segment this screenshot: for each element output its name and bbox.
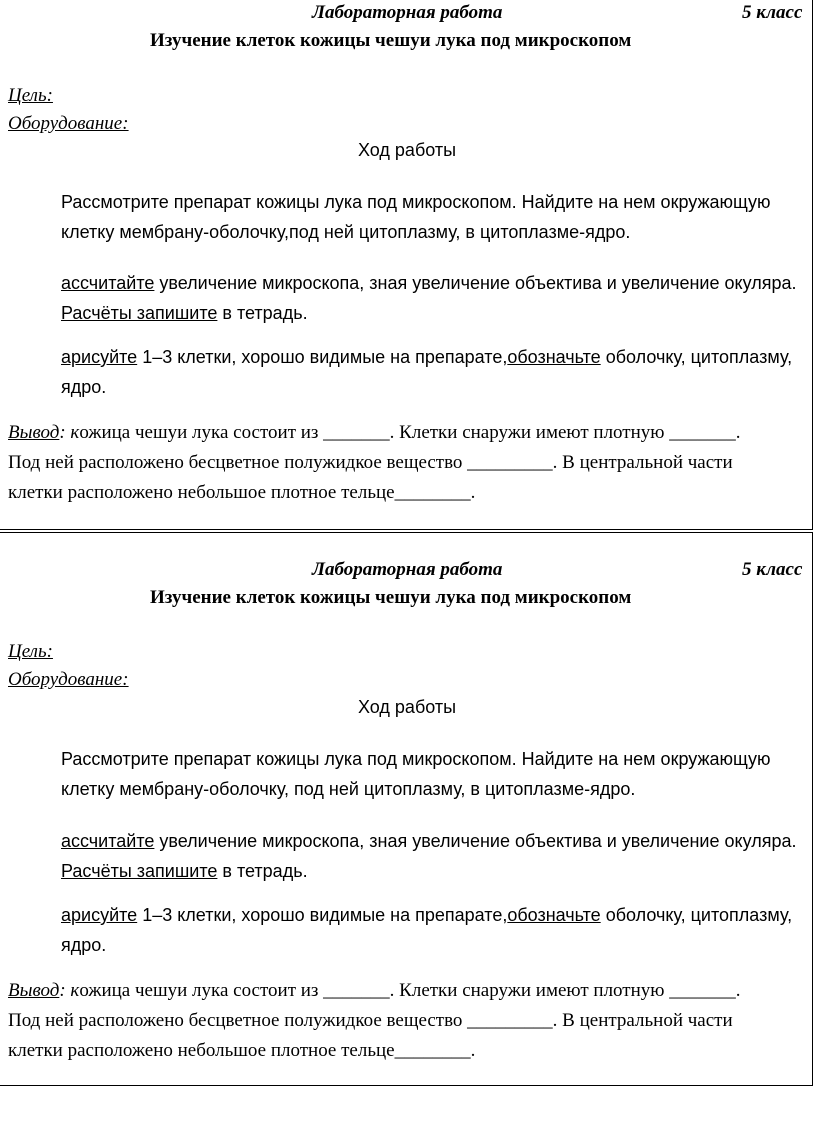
step-2 <box>61 826 816 886</box>
step-2-verb: ассчитайте <box>61 273 155 293</box>
goal-label: Цель: <box>8 641 53 662</box>
conclusion-line-3: клетки расположено небольшое плотное тельце________. <box>8 482 476 503</box>
conclusion <box>8 418 808 508</box>
step-2-text: увеличение микроскопа, зная увеличение объектива и увеличение окуляра. <box>154 273 797 293</box>
conclusion-k: к <box>65 980 80 1001</box>
step-3-text-2: оболочку, цитоплазму, <box>600 347 793 367</box>
conclusion-colon: : <box>59 422 66 443</box>
step-3-verb: арисуйте <box>61 905 138 925</box>
lab-title: Лабораторная работа <box>312 2 503 23</box>
conclusion-line-1: ожица чешуи лука состоит из _______. Клетки снаружи имеют плотную _______. <box>79 422 741 443</box>
step-1-line-2: клетку мембрану-оболочку,под ней цитоплазму, в цитоплазме-ядро. <box>61 222 631 242</box>
step-3-verb-2: обозначьте <box>507 905 601 925</box>
lab-subtitle: Изучение клеток кожицы чешуи лука под микроскопом <box>150 587 632 608</box>
step-3-line-2: ядро. <box>61 935 107 955</box>
step-3 <box>61 342 816 402</box>
lab-subtitle: Изучение клеток кожицы чешуи лука под микроскопом <box>150 30 632 51</box>
step-2-text-2: в тетрадь. <box>217 861 308 881</box>
step-1-line-1: Рассмотрите препарат кожицы лука под микроскопом. Найдите на нем окружающую <box>61 749 771 769</box>
goal-label: Цель: <box>8 85 53 106</box>
step-2-text: увеличение микроскопа, зная увеличение объектива и увеличение окуляра. <box>154 831 797 851</box>
grade-label: 5 класс <box>742 559 803 580</box>
step-2-verb-2: Расчёты запишите <box>61 303 218 323</box>
lab-sheet-1 <box>0 0 813 530</box>
equipment-label: Оборудование: <box>8 669 129 690</box>
lab-title: Лабораторная работа <box>312 559 503 580</box>
grade-label: 5 класс <box>742 2 803 23</box>
step-3-line-2: ядро. <box>61 377 107 397</box>
conclusion-colon: : <box>59 980 66 1001</box>
conclusion-line-2: Под ней расположено бесцветное полужидкое вещество _________. В центральной части <box>8 1010 733 1031</box>
conclusion-line-1: ожица чешуи лука состоит из _______. Клетки снаружи имеют плотную _______. <box>79 980 741 1001</box>
step-3-text: 1–3 клетки, хорошо видимые на препарате, <box>137 347 508 367</box>
lab-sheet-2 <box>0 532 813 1086</box>
step-1 <box>61 744 816 804</box>
conclusion-k: к <box>65 422 80 443</box>
step-2 <box>61 268 816 328</box>
procedure-title: Ход работы <box>358 140 457 160</box>
conclusion-line-2: Под ней расположено бесцветное полужидкое вещество _________. В центральной части <box>8 452 733 473</box>
procedure-title: Ход работы <box>358 697 457 717</box>
step-1-line-1: Рассмотрите препарат кожицы лука под микроскопом. Найдите на нем окружающую <box>61 192 771 212</box>
step-3-text-2: оболочку, цитоплазму, <box>600 905 793 925</box>
conclusion-label: Вывод <box>8 980 60 1001</box>
step-3-text: 1–3 клетки, хорошо видимые на препарате, <box>137 905 508 925</box>
step-3-verb-2: обозначьте <box>507 347 601 367</box>
step-2-verb-2: Расчёты запишите <box>61 861 218 881</box>
conclusion-label: Вывод <box>8 422 60 443</box>
equipment-label: Оборудование: <box>8 113 129 134</box>
conclusion <box>8 976 808 1066</box>
step-3-verb: арисуйте <box>61 347 138 367</box>
step-2-text-2: в тетрадь. <box>217 303 308 323</box>
step-3 <box>61 900 816 960</box>
step-2-verb: ассчитайте <box>61 831 155 851</box>
step-1 <box>61 187 816 247</box>
conclusion-line-3: клетки расположено небольшое плотное тельце________. <box>8 1040 476 1061</box>
step-1-line-2: клетку мембрану-оболочку, под ней цитоплазму, в цитоплазме-ядро. <box>61 779 636 799</box>
